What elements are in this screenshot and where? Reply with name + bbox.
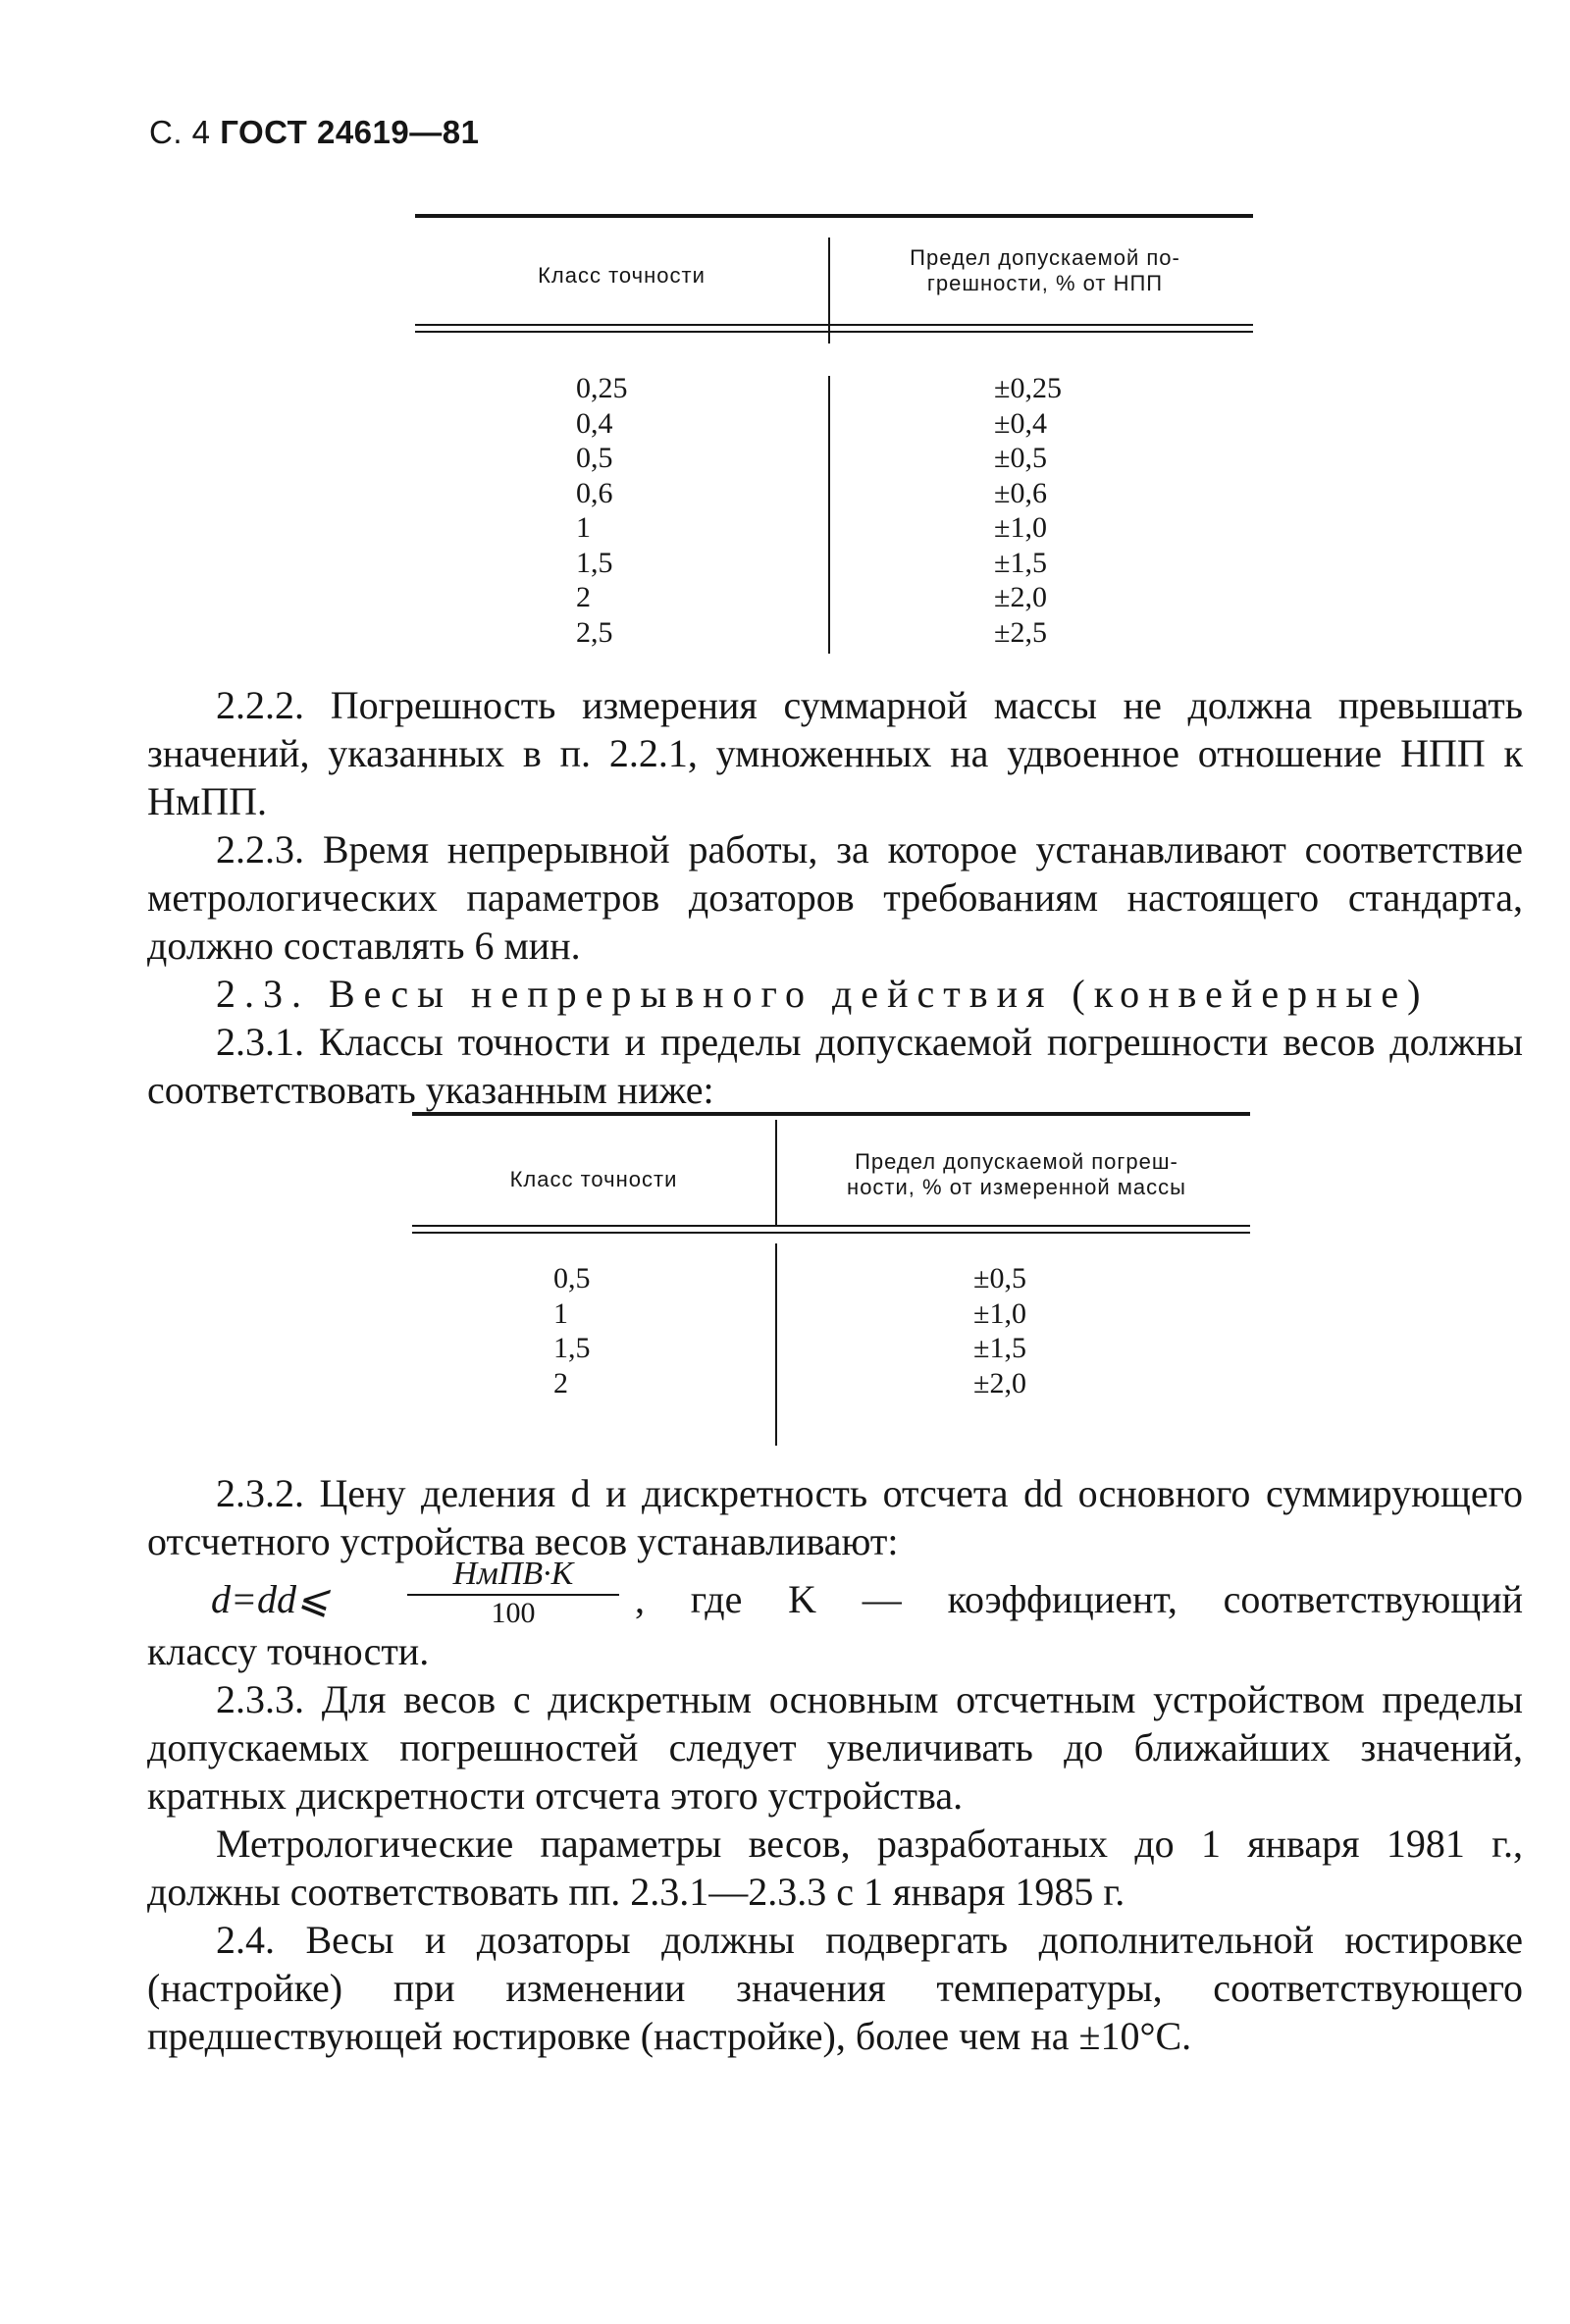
page-header xyxy=(149,114,479,151)
table-cell: ±1,0 xyxy=(973,1296,1026,1330)
page-number: С. 4 xyxy=(149,114,211,150)
table-cell: ±0,6 xyxy=(994,476,1047,509)
table-header-limit: Предел допускаемой погреш- ности, % от измеренной массы xyxy=(847,1149,1186,1199)
table-top-rule xyxy=(412,1112,1250,1116)
table-cell: 1,5 xyxy=(553,1332,591,1364)
table-cell: ±0,25 xyxy=(994,372,1062,404)
paragraph-2-3-2-tail: классу точности. xyxy=(147,1629,430,1673)
text-block-3 xyxy=(147,1627,1523,2060)
standard-number: ГОСТ 24619—81 xyxy=(220,114,480,150)
paragraph-metrology: Метрологические параметры весов, разработаных до 1 января 1981 г., должны соответствовать пп. 2.3.1—2.3.3 с 1 января 1985 г. xyxy=(147,1822,1523,1914)
paragraph-2-4: 2.4. Весы и дозаторы должны подвергать дополнительной юстировке (настройке) при изменении значения температуры, соответствующего предшествующей юстировке (настройке), более чем на ±10°С. xyxy=(147,1918,1523,2058)
table-column-class xyxy=(553,1261,591,1400)
table-cell: 2 xyxy=(553,1366,568,1400)
table-column-limit xyxy=(994,371,1062,650)
table-cell: 0,4 xyxy=(576,406,613,440)
paragraph-2-2-2: 2.2.2. Погрешность измерения суммарной массы не должна превышать значений, указанных в п. 2.2.1, умноженных на удвоенное отношение НПП к НмПП. xyxy=(147,683,1523,823)
table-cell: 1 xyxy=(553,1296,568,1330)
table-cell: 0,5 xyxy=(576,442,613,474)
table-cell: ±0,5 xyxy=(994,442,1047,474)
formula-denominator: 100 xyxy=(491,1597,536,1629)
table-cell: ±2,0 xyxy=(994,581,1047,613)
table-column-divider xyxy=(828,376,830,654)
table-cell: 0,6 xyxy=(576,476,613,509)
formula-numerator: НмПВ·K xyxy=(407,1555,619,1596)
table-cell: ±2,0 xyxy=(973,1366,1026,1400)
table-cell: ±1,5 xyxy=(994,546,1047,579)
table-header-class: Класс точности xyxy=(509,1167,678,1191)
table-cell: 1,5 xyxy=(576,546,613,579)
accuracy-table-dosers xyxy=(415,214,1253,654)
text-block-2 xyxy=(147,1469,1523,1565)
table-header-rule xyxy=(412,1225,1250,1234)
table-cell: ±0,4 xyxy=(994,406,1047,440)
table-column-class xyxy=(576,371,628,650)
table-cell: 0,25 xyxy=(576,372,628,404)
formula-division-value xyxy=(211,1555,1523,1631)
section-2-3-title: 2.3. Весы непрерывного действия (конвейерные) xyxy=(216,972,1430,1016)
table-header-rule xyxy=(415,324,1253,333)
table-top-rule xyxy=(415,214,1253,218)
table-cell: 1 xyxy=(576,511,591,544)
accuracy-table-scales xyxy=(412,1112,1250,1446)
table-cell: ±1,0 xyxy=(994,511,1047,544)
table-cell: ±1,5 xyxy=(973,1332,1026,1364)
table-column-divider xyxy=(775,1120,777,1226)
text-block-1 xyxy=(147,681,1523,1114)
formula-fraction xyxy=(407,1555,619,1631)
table-cell: ±0,5 xyxy=(973,1262,1026,1294)
paragraph-2-3-3: 2.3.3. Для весов с дискретным основным отсчетным устройством пределы допускаемых погрешностей следует увеличивать до ближайших значений, кратных дискретности отсчета этого устройства. xyxy=(147,1677,1523,1818)
paragraph-2-3-1: 2.3.1. Классы точности и пределы допускаемой погрешности весов должны соответствовать указанным ниже: xyxy=(147,1020,1523,1112)
table-column-divider xyxy=(775,1243,777,1446)
paragraph-2-3-2: 2.3.2. Цену деления d и дискретность отсчета dd основного суммирующего отсчетного устройства весов устанавливают: xyxy=(147,1471,1523,1563)
table-column-limit xyxy=(973,1261,1026,1400)
table-cell: 2 xyxy=(576,581,591,613)
formula-lhs: d=dd⩽ xyxy=(211,1577,330,1621)
table-cell: ±2,5 xyxy=(994,615,1047,649)
table-cell: 2,5 xyxy=(576,615,613,649)
table-header-limit: Предел допускаемой по- грешности, % от НПП xyxy=(910,245,1180,295)
table-cell: 0,5 xyxy=(553,1262,591,1294)
table-header-class: Класс точности xyxy=(538,263,706,288)
paragraph-2-2-3: 2.2.3. Время непрерывной работы, за которое устанавливают соответствие метрологических параметров дозаторов требованиям настоящего стандарта, должно составлять 6 мин. xyxy=(147,827,1523,968)
formula-explanation: , где K — коэффициент, соответствующий xyxy=(635,1577,1523,1621)
